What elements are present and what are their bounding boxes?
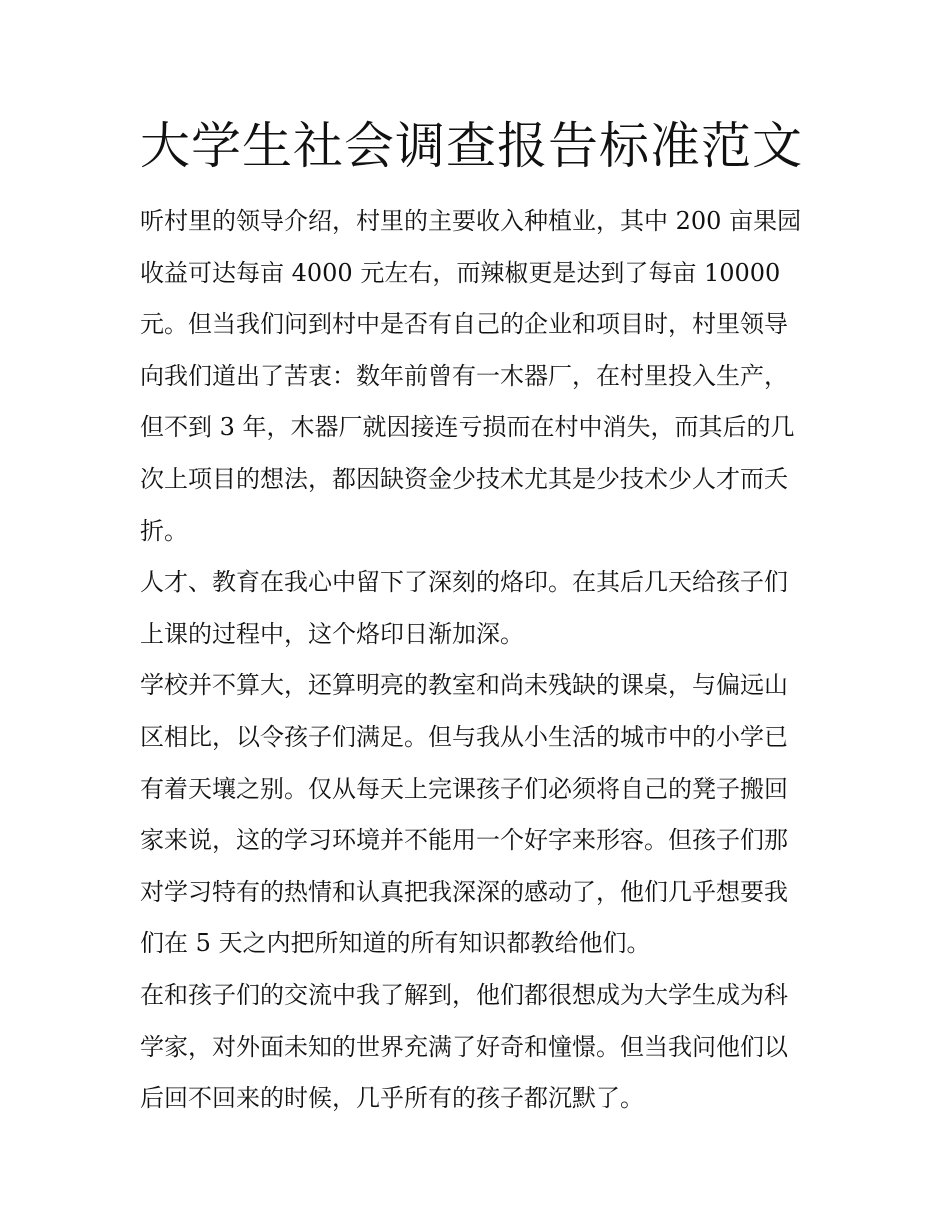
text-line: 对学习特有的热情和认真把我深深的感动了，他们几乎想要我 — [140, 877, 788, 906]
paragraph-school — [140, 660, 816, 970]
document-title: 大学生社会调查报告标准范文 — [140, 117, 803, 175]
text-line: 人才、教育在我心中留下了深刻的烙印。在其后几天给孩子们 — [140, 568, 788, 597]
paragraph-talent-education — [140, 557, 816, 660]
text-line: 区相比，以令孩子们满足。但与我从小生活的城市中的小学已 — [140, 722, 788, 751]
text-line: 学校并不算大，还算明亮的教室和尚未残缺的课桌，与偏远山 — [140, 671, 788, 700]
text-line: 上课的过程中，这个烙印日渐加深。 — [140, 619, 524, 648]
text-line: 元。但当我们问到村中是否有自己的企业和项目时，村里领导 — [140, 310, 788, 339]
text-line: 在和孩子们的交流中我了解到，他们都很想成为大学生成为科 — [140, 980, 788, 1009]
text-line: 听村里的领导介绍，村里的主要收入种植业，其中 200 亩果园 — [140, 207, 802, 235]
paragraph-children-dreams — [140, 970, 816, 1125]
paragraph-village-income — [140, 196, 816, 557]
text-line: 们在 5 天之内把所知道的所有知识都教给他们。 — [140, 929, 651, 958]
text-line: 有着天壤之别。仅从每天上完课孩子们必须将自己的凳子搬回 — [140, 774, 788, 803]
text-line: 收益可达每亩 4000 元左右，而辣椒更是达到了每亩 10000 — [140, 258, 781, 287]
text-line: 学家，对外面未知的世界充满了好奇和憧憬。但当我问他们以 — [140, 1032, 788, 1061]
text-line: 家来说，这的学习环境并不能用一个好字来形容。但孩子们那 — [140, 826, 788, 855]
text-line: 折。 — [140, 516, 188, 545]
text-line: 向我们道出了苦衷：数年前曾有一木器厂，在村里投入生产， — [140, 361, 788, 390]
text-line: 但不到 3 年，木器厂就因接连亏损而在村中消失，而其后的几 — [140, 413, 795, 442]
text-line: 次上项目的想法，都因缺资金少技术尤其是少技术少人才而夭 — [140, 464, 788, 493]
document-body — [140, 196, 816, 1125]
text-line: 后回不回来的时候，几乎所有的孩子都沉默了。 — [140, 1084, 644, 1113]
